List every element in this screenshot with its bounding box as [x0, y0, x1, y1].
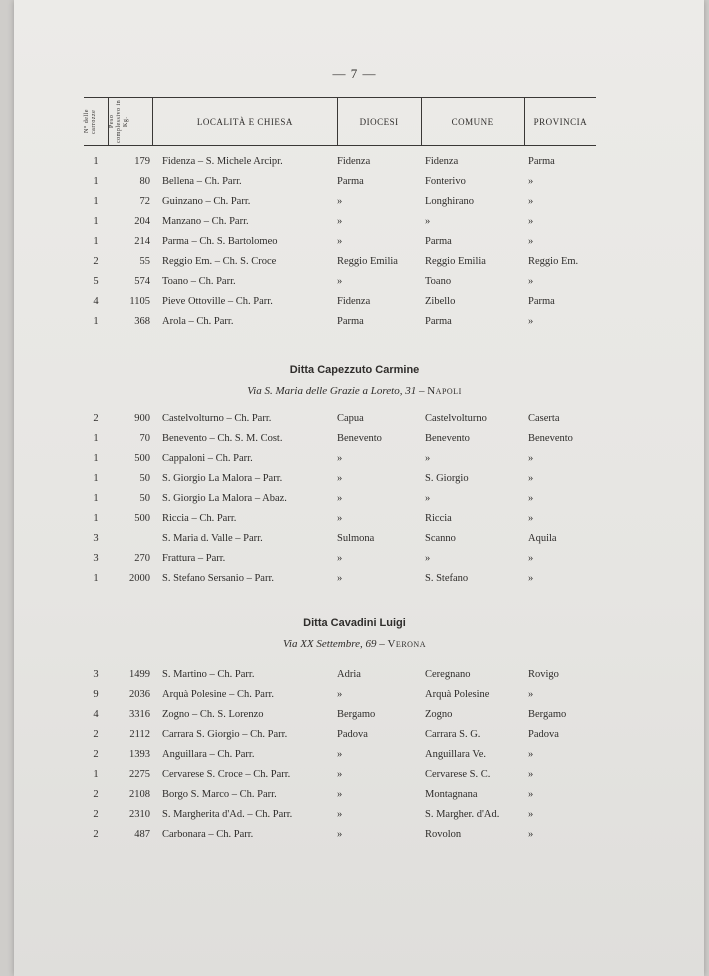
table-row	[0, 216, 709, 234]
provincia-cell: »	[528, 829, 534, 840]
table-row	[0, 433, 709, 451]
comune-cell: Toano	[425, 276, 452, 287]
diocesi-cell: Sulmona	[337, 533, 375, 544]
table-row	[0, 473, 709, 491]
peso-cell: 214	[134, 236, 150, 247]
header-peso: Peso complessivo in Kg.	[108, 99, 129, 144]
table-row	[0, 709, 709, 727]
firm-title: Ditta Capezzuto Carmine	[289, 364, 420, 376]
diocesi-cell: »	[337, 553, 343, 564]
localita-cell: Arquà Polesine – Ch. Parr.	[162, 689, 274, 700]
table-row	[0, 276, 709, 294]
vagoni-cell: 2	[93, 809, 99, 820]
provincia-cell: »	[528, 473, 534, 484]
peso-cell: 2036	[129, 689, 150, 700]
provincia-cell: »	[528, 453, 534, 464]
localita-cell: Borgo S. Marco – Ch. Parr.	[162, 789, 277, 800]
comune-cell: S. Margher. d'Ad.	[425, 809, 500, 820]
comune-cell: Fidenza	[425, 156, 459, 167]
diocesi-cell: »	[337, 769, 343, 780]
diocesi-cell: »	[337, 513, 343, 524]
table-row	[0, 669, 709, 687]
localita-cell: Carbonara – Ch. Parr.	[162, 829, 254, 840]
table-row	[0, 256, 709, 274]
vagoni-cell: 3	[93, 553, 99, 564]
provincia-cell: »	[528, 573, 534, 584]
table-row	[0, 513, 709, 531]
comune-cell: Zogno	[425, 709, 453, 720]
diocesi-cell: »	[337, 829, 343, 840]
vagoni-cell: 1	[93, 216, 99, 227]
peso-cell: 80	[139, 176, 150, 187]
diocesi-cell: »	[337, 453, 343, 464]
provincia-cell: Aquila	[528, 533, 557, 544]
provincia-cell: »	[528, 316, 534, 327]
peso-cell: 72	[139, 196, 150, 207]
peso-cell: 179	[134, 156, 150, 167]
vagoni-cell: 3	[93, 669, 99, 680]
vagoni-cell: 1	[93, 473, 99, 484]
provincia-cell: »	[528, 809, 534, 820]
vagoni-cell: 1	[93, 453, 99, 464]
vagoni-cell: 2	[93, 789, 99, 800]
firm-title: Ditta Cavadini Luigi	[303, 617, 406, 629]
localita-cell: Fidenza – S. Michele Arcipr.	[162, 156, 283, 167]
localita-cell: Bellena – Ch. Parr.	[162, 176, 242, 187]
diocesi-cell: »	[337, 473, 343, 484]
localita-cell: Castelvolturno – Ch. Parr.	[162, 413, 272, 424]
comune-cell: Scanno	[425, 533, 456, 544]
comune-cell: »	[425, 216, 431, 227]
header-localita: LOCALITÀ E CHIESA	[153, 98, 337, 145]
provincia-cell: Caserta	[528, 413, 560, 424]
peso-cell: 487	[134, 829, 150, 840]
vagoni-cell: 2	[93, 256, 99, 267]
localita-cell: Anguillara – Ch. Parr.	[162, 749, 255, 760]
localita-cell: S. Giorgio La Malora – Parr.	[162, 473, 283, 484]
comune-cell: Arquà Polesine	[425, 689, 490, 700]
diocesi-cell: »	[337, 493, 343, 504]
header-diocesi: DIOCESI	[338, 98, 422, 145]
table-row	[0, 493, 709, 511]
comune-cell: Fonterivo	[425, 176, 466, 187]
diocesi-cell: »	[337, 236, 343, 247]
peso-cell: 55	[139, 256, 150, 267]
provincia-cell: »	[528, 553, 534, 564]
comune-cell: »	[425, 553, 431, 564]
diocesi-cell: »	[337, 789, 343, 800]
vagoni-cell: 1	[93, 156, 99, 167]
diocesi-cell: Fidenza	[337, 156, 371, 167]
vagoni-cell: 1	[93, 573, 99, 584]
peso-cell: 500	[134, 453, 150, 464]
comune-cell: Rovolon	[425, 829, 462, 840]
localita-cell: Manzano – Ch. Parr.	[162, 216, 249, 227]
table-row	[0, 573, 709, 591]
peso-cell: 2108	[129, 789, 150, 800]
comune-cell: Benevento	[425, 433, 470, 444]
comune-cell: Longhirano	[425, 196, 474, 207]
vagoni-cell: 4	[93, 296, 99, 307]
provincia-cell: »	[528, 513, 534, 524]
provincia-cell: »	[528, 789, 534, 800]
table-row	[0, 729, 709, 747]
table-row	[0, 749, 709, 767]
comune-cell: Ceregnano	[425, 669, 471, 680]
vagoni-cell: 1	[93, 513, 99, 524]
vagoni-cell: 1	[93, 236, 99, 247]
comune-cell: Carrara S. G.	[425, 729, 481, 740]
diocesi-cell: Padova	[337, 729, 368, 740]
provincia-cell: Bergamo	[528, 709, 567, 720]
diocesi-cell: Reggio Emilia	[337, 256, 398, 267]
localita-cell: Guinzano – Ch. Parr.	[162, 196, 251, 207]
diocesi-cell: Parma	[337, 176, 364, 187]
provincia-cell: »	[528, 196, 534, 207]
vagoni-cell: 1	[93, 196, 99, 207]
provincia-cell: Parma	[528, 156, 555, 167]
localita-cell: Parma – Ch. S. Bartolomeo	[162, 236, 278, 247]
localita-cell: Carrara S. Giorgio – Ch. Parr.	[162, 729, 288, 740]
peso-cell: 50	[139, 493, 150, 504]
peso-cell: 2000	[129, 573, 150, 584]
peso-cell: 1393	[129, 749, 150, 760]
localita-cell: Riccia – Ch. Parr.	[162, 513, 237, 524]
provincia-cell: »	[528, 236, 534, 247]
header-peso-cell	[109, 98, 154, 145]
peso-cell: 574	[134, 276, 150, 287]
provincia-cell: »	[528, 276, 534, 287]
table-row	[0, 689, 709, 707]
table-row	[0, 553, 709, 571]
comune-cell: Riccia	[425, 513, 452, 524]
diocesi-cell: Adria	[337, 669, 361, 680]
comune-cell: S. Stefano	[425, 573, 469, 584]
peso-cell: 368	[134, 316, 150, 327]
diocesi-cell: »	[337, 749, 343, 760]
diocesi-cell: Bergamo	[337, 709, 376, 720]
table-row	[0, 809, 709, 827]
table-row	[0, 156, 709, 174]
firm-street: Via XX Settembre, 69 –	[283, 638, 388, 650]
localita-cell: Benevento – Ch. S. M. Cost.	[162, 433, 283, 444]
peso-cell: 2112	[129, 729, 150, 740]
header-vagoni: N° delle carrozze	[84, 109, 97, 134]
table-row	[0, 829, 709, 847]
localita-cell: S. Stefano Sersanio – Parr.	[162, 573, 274, 584]
firm-city: Verona	[387, 638, 426, 650]
table-row	[0, 453, 709, 471]
comune-cell: Cervarese S. C.	[425, 769, 491, 780]
provincia-cell: »	[528, 749, 534, 760]
peso-cell: 2310	[129, 809, 150, 820]
diocesi-cell: »	[337, 276, 343, 287]
vagoni-cell: 3	[93, 533, 99, 544]
firm-street: Via S. Maria delle Grazie a Loreto, 31 –	[247, 385, 428, 397]
firm-address	[0, 638, 709, 650]
comune-cell: Zibello	[425, 296, 456, 307]
localita-cell: Frattura – Parr.	[162, 553, 226, 564]
provincia-cell: Padova	[528, 729, 559, 740]
localita-cell: S. Giorgio La Malora – Abaz.	[162, 493, 287, 504]
localita-cell: Cappaloni – Ch. Parr.	[162, 453, 253, 464]
vagoni-cell: 1	[93, 316, 99, 327]
localita-cell: S. Martino – Ch. Parr.	[162, 669, 255, 680]
diocesi-cell: Capua	[337, 413, 364, 424]
comune-cell: Anguillara Ve.	[425, 749, 487, 760]
table-row	[0, 316, 709, 334]
comune-cell: Montagnana	[425, 789, 478, 800]
localita-cell: Cervarese S. Croce – Ch. Parr.	[162, 769, 291, 780]
header-comune: COMUNE	[422, 98, 525, 145]
table-row	[0, 296, 709, 314]
diocesi-cell: »	[337, 573, 343, 584]
peso-cell: 2275	[129, 769, 150, 780]
peso-cell: 70	[139, 433, 150, 444]
localita-cell: Reggio Em. – Ch. S. Croce	[162, 256, 277, 267]
peso-cell: 500	[134, 513, 150, 524]
diocesi-cell: »	[337, 809, 343, 820]
peso-cell: 3316	[129, 709, 150, 720]
vagoni-cell: 2	[93, 829, 99, 840]
localita-cell: Zogno – Ch. S. Lorenzo	[162, 709, 264, 720]
comune-cell: S. Giorgio	[425, 473, 469, 484]
vagoni-cell: 2	[93, 749, 99, 760]
table-row	[0, 413, 709, 431]
peso-cell: 1105	[129, 296, 150, 307]
comune-cell: »	[425, 453, 431, 464]
provincia-cell: Rovigo	[528, 669, 559, 680]
header-vagoni-cell	[84, 98, 109, 145]
peso-cell: 270	[134, 553, 150, 564]
comune-cell: Reggio Emilia	[425, 256, 486, 267]
table-row	[0, 769, 709, 787]
localita-cell: Toano – Ch. Parr.	[162, 276, 236, 287]
firm-city: Napoli	[427, 385, 462, 397]
table-row	[0, 236, 709, 254]
peso-cell: 204	[134, 216, 150, 227]
vagoni-cell: 2	[93, 729, 99, 740]
vagoni-cell: 5	[93, 276, 99, 287]
diocesi-cell: Parma	[337, 316, 364, 327]
firm-address	[0, 385, 709, 397]
vagoni-cell: 1	[93, 433, 99, 444]
comune-cell: »	[425, 493, 431, 504]
localita-cell: S. Margherita d'Ad. – Ch. Parr.	[162, 809, 293, 820]
comune-cell: Parma	[425, 236, 452, 247]
table-header	[84, 97, 596, 146]
table-row	[0, 533, 709, 551]
vagoni-cell: 1	[93, 176, 99, 187]
vagoni-cell: 4	[93, 709, 99, 720]
provincia-cell: Benevento	[528, 433, 573, 444]
localita-cell: Arola – Ch. Parr.	[162, 316, 234, 327]
provincia-cell: »	[528, 493, 534, 504]
page-number: — 7 —	[332, 66, 377, 81]
diocesi-cell: »	[337, 689, 343, 700]
diocesi-cell: »	[337, 216, 343, 227]
diocesi-cell: »	[337, 196, 343, 207]
provincia-cell: »	[528, 769, 534, 780]
provincia-cell: Reggio Em.	[528, 256, 579, 267]
provincia-cell: »	[528, 689, 534, 700]
peso-cell: 900	[134, 413, 150, 424]
diocesi-cell: Benevento	[337, 433, 382, 444]
vagoni-cell: 2	[93, 413, 99, 424]
table-row	[0, 196, 709, 214]
vagoni-cell: 9	[93, 689, 99, 700]
header-provincia: PROVINCIA	[533, 116, 588, 127]
provincia-cell: »	[528, 176, 534, 187]
vagoni-cell: 1	[93, 769, 99, 780]
peso-cell: 1499	[129, 669, 150, 680]
localita-cell: Pieve Ottoville – Ch. Parr.	[162, 296, 273, 307]
table-row	[0, 789, 709, 807]
comune-cell: Castelvolturno	[425, 413, 487, 424]
peso-cell: 50	[139, 473, 150, 484]
diocesi-cell: Fidenza	[337, 296, 371, 307]
provincia-cell: »	[528, 216, 534, 227]
provincia-cell: Parma	[528, 296, 555, 307]
localita-cell: S. Maria d. Valle – Parr.	[162, 533, 263, 544]
table-row	[0, 176, 709, 194]
comune-cell: Parma	[425, 316, 452, 327]
vagoni-cell: 1	[93, 493, 99, 504]
